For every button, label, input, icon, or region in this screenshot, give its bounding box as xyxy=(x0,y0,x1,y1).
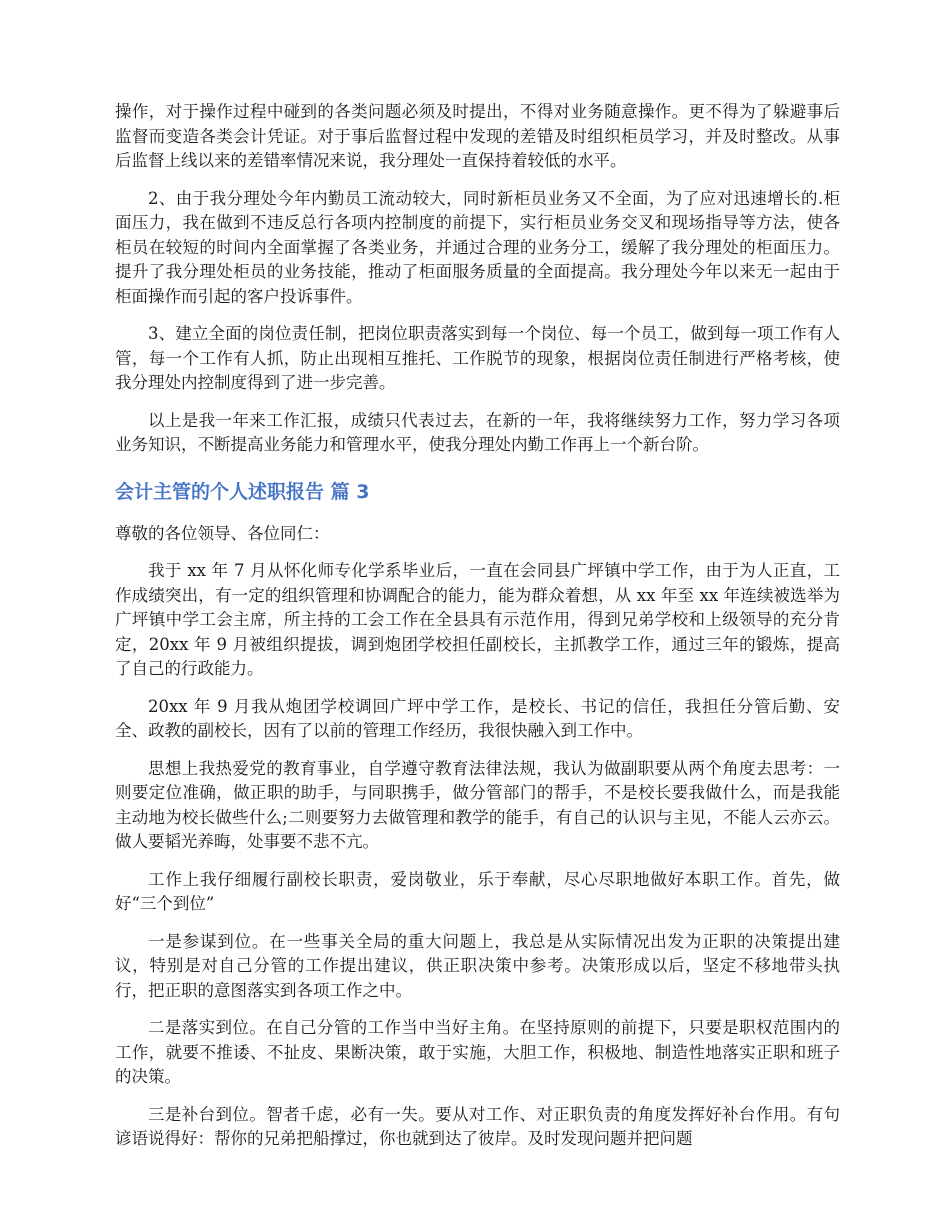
paragraph: 操作，对于操作过程中碰到的各类问题必须及时提出，不得对业务随意操作。更不得为了躲避事后监督而变造各类会计凭证。对于事后监督过程中发现的差错及时组织柜员学习，并及时整改。从事后监督上线以来的差错率情况来说，我分理处一直保持着较低的水平。 xyxy=(115,102,840,170)
section-heading: 会计主管的个人述职报告 篇 3 xyxy=(115,480,370,503)
paragraph: 20xx 年 9 月我从炮团学校调回广坪中学工作，是校长、书记的信任，我担任分管后勤、安全、政教的副校长，因有了以前的管理工作经历，我很快融入到工作中。 xyxy=(115,696,840,740)
paragraph: 2、由于我分理处今年内勤员工流动较大，同时新柜员业务又不全面，为了应对迅速增长的.柜面压力，我在做到不违反总行各项内控制度的前提下，实行柜员业务交叉和现场指导等方法，使各柜员在较短的时间内全面掌握了各类业务，并通过合理的业务分工，缓解了我分理处的柜面压力。提升了我分理处柜员的业务技能，推动了柜面服务质量的全面提高。我分理处今年以来无一起由于柜面操作而引起的客户投诉事件。 xyxy=(115,188,840,306)
paragraph: 二是落实到位。在自己分管的工作当中当好主角。在坚持原则的前提下，只要是职权范围内的工作，就要不推诿、不扯皮、果断决策，敢于实施，大胆工作，积极地、制造性地落实正职和班子的决策。 xyxy=(115,1018,840,1086)
paragraph: 以上是我一年来工作汇报，成绩只代表过去，在新的一年，我将继续努力工作，努力学习各项业务知识，不断提高业务能力和管理水平，使我分理处内勤工作再上一个新台阶。 xyxy=(115,410,840,454)
paragraph: 一是参谋到位。在一些事关全局的重大问题上，我总是从实际情况出发为正职的决策提出建议，特别是对自己分管的工作提出建议，供正职决策中参考。决策形成以后，坚定不移地带头执行，把正职的意图落实到各项工作之中。 xyxy=(115,931,840,1000)
document-body xyxy=(115,100,840,1165)
paragraph: 我于 xx 年 7 月从怀化师专化学系毕业后，一直在会同县广坪镇中学工作，由于为人正直，工作成绩突出，有一定的组织管理和协调配合的能力，能为群众着想，从 xx 年至 xx 年连续被选举为广坪镇中学工会主席，所主持的工会工作在全县具有示范作用，得到兄弟学校和上级领导的充分肯定，20xx 年 9 月被组织提拔，调到炮团学校担任副校长，主抓教学工作，通过三年的锻炼，提高了自己的行政能力。 xyxy=(115,561,840,678)
greeting: 尊敬的各位领导、各位同仁： xyxy=(115,523,330,543)
paragraph: 3、建立全面的岗位责任制，把岗位职责落实到每一个岗位、每一个员工，做到每一项工作有人管，每一个工作有人抓，防止出现相互推托、工作脱节的现象，根据岗位责任制进行严格考核，使我分理处内控制度得到了进一步完善。 xyxy=(115,324,840,392)
paragraph: 工作上我仔细履行副校长职责，爱岗敬业，乐于奉献，尽心尽职地做好本职工作。首先，做好“三个到位” xyxy=(115,869,840,913)
paragraph: 三是补台到位。智者千虑，必有一失。要从对工作、对正职负责的角度发挥好补台作用。有句谚语说得好：帮你的兄弟把船撑过，你也就到达了彼岸。及时发现问题并把问题 xyxy=(115,1104,840,1148)
paragraph: 思想上我热爱党的教育事业，自学遵守教育法律法规，我认为做副职要从两个角度去思考：一则要定位准确，做正职的助手，与同职携手，做分管部门的帮手，不是校长要我做什么，而是我能主动地为校长做些什么;二则要努力去做管理和教学的能手，有自己的认识与主见，不能人云亦云。做人要韬光养晦，处事要不悲不亢。 xyxy=(115,758,840,851)
